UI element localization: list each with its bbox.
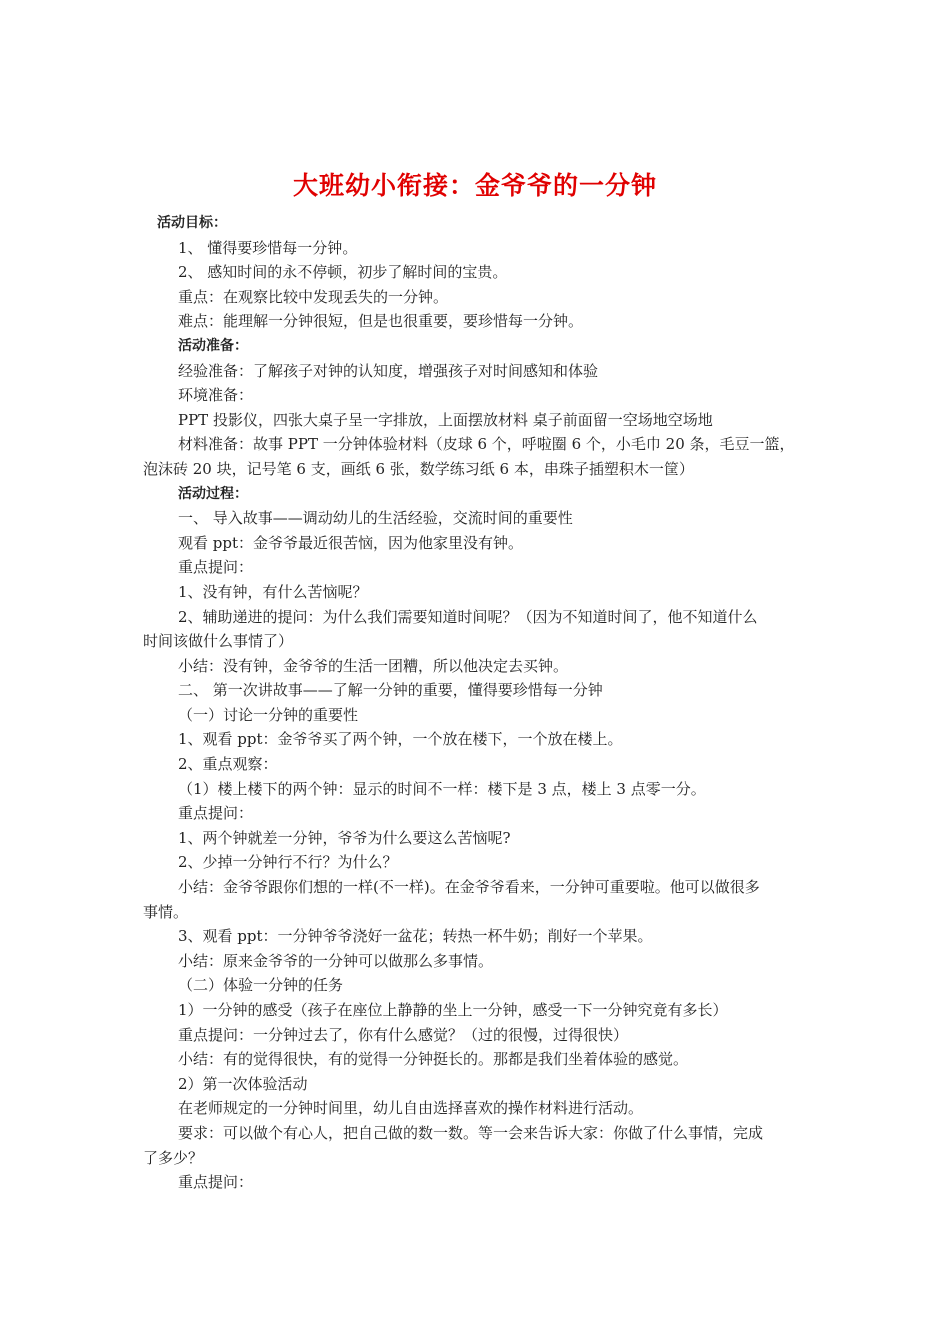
document-body: [143, 211, 823, 1195]
paragraph-line: 小结：没有钟，金爷爷的生活一团糟，所以他决定去买钟。: [178, 656, 569, 675]
paragraph-line: 小结：原来金爷爷的一分钟可以做那么多事情。: [178, 951, 494, 970]
paragraph-line: 在老师规定的一分钟时间里，幼儿自由选择喜欢的操作材料进行活动。: [178, 1099, 644, 1118]
paragraph-line: PPT 投影仪，四张大桌子呈一字排放，上面摆放材料 桌子前面留一空场地空场地: [178, 410, 713, 429]
paragraph-line: （一）讨论一分钟的重要性: [178, 705, 359, 724]
paragraph-line: 材料准备：故事 PPT 一分钟体验材料（皮球 6 个，呼啦圈 6 个，小毛巾 20 条，毛豆一篮，: [178, 435, 795, 454]
paragraph-line: 事情。: [143, 902, 189, 921]
paragraph-line: 2、重点观察：: [178, 755, 278, 774]
paragraph-line: 重点：在观察比较中发现丢失的一分钟。: [178, 287, 449, 306]
paragraph-line: 1、两个钟就差一分钟，爷爷为什么要这么苦恼呢?: [178, 828, 511, 847]
paragraph-line: 了多少？: [143, 1148, 204, 1167]
paragraph-line: 小结：有的觉得很快，有的觉得一分钟挺长的。那都是我们坐着体验的感觉。: [178, 1050, 689, 1069]
paragraph-line: 重点提问：: [178, 1173, 254, 1192]
paragraph-line: 2、 感知时间的永不停顿，初步了解时间的宝贵。: [178, 263, 508, 282]
paragraph-line: 2、辅助递进的提问：为什么我们需要知道时间呢？（因为不知道时间了，他不知道什么: [178, 607, 758, 626]
paragraph-line: 二、 第一次讲故事——了解一分钟的重要，懂得要珍惜每一分钟: [178, 681, 603, 700]
paragraph-line: 一、 导入故事——调动幼儿的生活经验，交流时间的重要性: [178, 509, 573, 528]
paragraph-line: 泡沫砖 20 块，记号笔 6 支，画纸 6 张，数学练习纸 6 本，串珠子插塑积木一筐）: [143, 459, 694, 478]
paragraph-line: 时间该做什么事情了）: [143, 632, 294, 651]
paragraph-line: 重点提问：一分钟过去了，你有什么感觉？（过的很慢，过得很快）: [178, 1025, 629, 1044]
paragraph-line: 小结：金爷爷跟你们想的一样(不一样)。在金爷爷看来，一分钟可重要啦。他可以做很多: [178, 878, 760, 897]
paragraph-line: 1、观看 ppt：金爷爷买了两个钟，一个放在楼下，一个放在楼上。: [178, 730, 623, 749]
paragraph-line: 难点：能理解一分钟很短，但是也很重要，要珍惜每一分钟。: [178, 312, 584, 331]
paragraph-line: 重点提问：: [178, 558, 254, 577]
paragraph-line: 1、 懂得要珍惜每一分钟。: [178, 238, 358, 257]
paragraph-line: 3、观看 ppt：一分钟爷爷浇好一盆花；转热一杯牛奶；削好一个苹果。: [178, 927, 653, 946]
paragraph-line: 2、少掉一分钟行不行？为什么？: [178, 853, 398, 872]
paragraph-line: 1）一分钟的感受（孩子在座位上静静的坐上一分钟，感受一下一分钟究竟有多长）: [178, 1001, 728, 1019]
paragraph-line: 观看 ppt：金爷爷最近很苦恼，因为他家里没有钟。: [178, 533, 524, 552]
section-heading: 活动准备：: [178, 337, 248, 354]
paragraph-line: （1）楼上楼下的两个钟：显示的时间不一样：楼下是 3 点，楼上 3 点零一分。: [178, 779, 706, 798]
section-heading: 活动过程：: [178, 485, 248, 502]
paragraph-line: 经验准备：了解孩子对钟的认知度，增强孩子对时间感知和体验: [178, 361, 599, 380]
paragraph-line: 要求：可以做个有心人，把自己做的数一数。等一会来告诉大家：你做了什么事情，完成: [178, 1123, 764, 1142]
paragraph-line: 2）第一次体验活动: [178, 1074, 308, 1093]
paragraph-line: （二）体验一分钟的任务: [178, 976, 344, 995]
document-title: 大班幼小衔接：金爷爷的一分钟: [292, 171, 657, 200]
paragraph-line: 重点提问：: [178, 804, 254, 823]
paragraph-line: 1、没有钟，有什么苦恼呢？: [178, 582, 368, 601]
paragraph-line: 环境准备：: [178, 386, 254, 405]
section-heading: 活动目标：: [157, 215, 227, 231]
